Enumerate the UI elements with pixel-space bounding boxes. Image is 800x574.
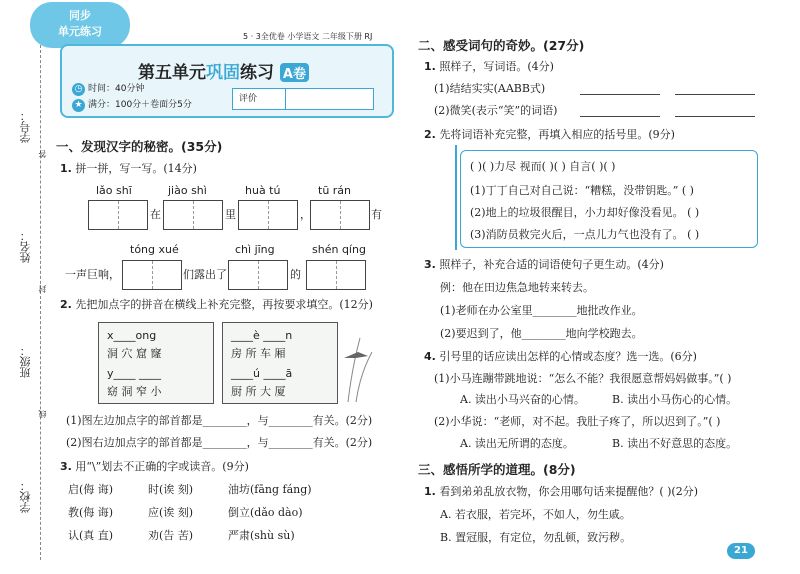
q2-sub2: (2)图右边加点字的部首都是________，与________有关。(2分): [66, 436, 373, 449]
r-q5-text: 看到弟弟乱放衣物，你会用哪句话来提醒他？( )(2分): [439, 485, 699, 498]
scroll-left-words1: 洞 穴 窟 窿: [107, 347, 162, 360]
r-q4-prompt: 4. 引号里的话应读出怎样的心情或态度？选一选。(6分): [424, 350, 697, 363]
q3-r1c3: 油坊(fāng fáng): [228, 483, 312, 496]
write-grid-chijing[interactable]: [228, 260, 288, 290]
section-1-heading: 一、发现汉字的秘密。(35分): [56, 139, 223, 154]
scroll-board-left: [98, 322, 214, 404]
cloud-line1: 同步: [69, 9, 91, 22]
r-q4-2: (2)小华说：“老师，对不起。我肚子疼了，所以迟到了。”( ): [434, 415, 721, 428]
scroll-left-pinyin1: x____ong: [107, 329, 157, 342]
r-q1-text: 照样子，写词语。(4分): [439, 60, 554, 73]
pinyin-huatu: huà tú: [245, 184, 281, 197]
q3-r2c2: 应(诶 刻): [148, 506, 194, 519]
r-q3-a: (1)老师在办公室里________地批改作业。: [440, 304, 643, 317]
idiom-sentence-3: (3)消防员救完火后，一点儿力气也没有了。 ( ): [470, 228, 700, 241]
scroll-right-words1: 房 所 车 厢: [231, 347, 286, 360]
r-q3-b: (2)要迟到了，他________地向学校跑去。: [440, 327, 643, 340]
row1-word-li: 里: [225, 208, 236, 221]
q3-r3c3: 严肃(shù sù): [228, 529, 295, 542]
r-q3-example: 例：他在田边焦急地转来转去。: [440, 281, 594, 294]
scroll-board-right: [222, 322, 338, 404]
scroll-left-words2: 窈 洞 窄 小: [107, 385, 162, 398]
row2-de: 的: [290, 268, 301, 281]
name-label: 姓名：: [19, 230, 32, 263]
seal-mark-da: 答: [38, 150, 47, 158]
time-info: [72, 82, 144, 96]
pinyin-turan: tū rán: [318, 184, 352, 197]
title-highlight: 巩固: [206, 63, 240, 83]
q2-prompt: 2. 先把加点字的拼音在横线上补充完整，再按要求填空。(12分): [60, 298, 373, 311]
row1-comma: ，: [300, 208, 311, 221]
q3-text: 用“\”划去不正确的字或读音。(9分): [75, 460, 249, 473]
r-q1-b: (2)微笑(表示“笑”的词语): [434, 104, 558, 117]
binding-line: [40, 40, 41, 560]
pinyin-jiaoshi: jiào shì: [168, 184, 207, 197]
q3-prompt: 3. 用“\”划去不正确的字或读音。(9分): [60, 460, 249, 473]
answer-line-smile-2[interactable]: [675, 116, 755, 117]
r-q5-prompt: 1. 看到弟弟乱放衣物，你会用哪句话来提醒他？( )(2分): [424, 485, 699, 498]
write-grid-turan[interactable]: [310, 200, 370, 230]
r-q4-2-optB[interactable]: B. 读出不好意思的态度。: [612, 437, 738, 450]
r-q5-optA[interactable]: A. 若衣服，若完坏，不如人，勿生戚。: [440, 508, 631, 521]
q3-r1c2: 时(诶 刻): [148, 483, 194, 496]
version-badge: A卷: [280, 63, 309, 82]
q2-text: 先把加点字的拼音在横线上补充完整，再按要求填空。(12分): [75, 298, 373, 311]
book-info: 5 · 3全优卷 小学语文 二年级下册 RJ: [243, 32, 373, 41]
title-part1: 第五单元: [138, 63, 206, 83]
idiom-sentence-2: (2)地上的垃圾很醒目，小力却好像没看见。 ( ): [470, 206, 700, 219]
answer-line-aabb-1[interactable]: [580, 94, 660, 95]
section-2-heading: 二、感受词句的奇妙。(27分): [418, 38, 585, 53]
r-q1-a: (1)结结实实(AABB式): [434, 82, 546, 95]
q3-r2c1: 教(侮 诲): [68, 506, 114, 519]
school-label: 学校：: [19, 480, 32, 513]
write-grid-laoshi[interactable]: [88, 200, 148, 230]
student-number-label: 学号：: [19, 110, 32, 143]
r-q4-1: (1)小马连蹦带跳地说：“怎么不能？我很愿意帮妈妈做事。”( ): [434, 372, 732, 385]
r-q3-prompt: 3. 照样子，补充合适的词语使句子更生动。(4分): [424, 258, 664, 271]
section-3-heading: 三、感悟所学的道理。(8分): [418, 462, 576, 477]
answer-line-aabb-2[interactable]: [675, 94, 755, 95]
time-text: 时间：40分钟: [88, 84, 145, 94]
write-grid-jiaoshi[interactable]: [163, 200, 223, 230]
idiom-sentence-1: (1)丁丁自己对自己说：“糟糕，没带钥匙。” ( ): [470, 184, 694, 197]
scroll-right-pinyin1-text: ____è ____n: [231, 329, 293, 342]
cloud-line2: 单元练习: [58, 25, 102, 38]
seal-mark-feng: 封: [38, 285, 47, 293]
pinyin-chijing: chì jīng: [235, 243, 275, 256]
score-info: [72, 98, 192, 112]
r-q4-1-optA[interactable]: A. 读出小马兴奋的心情。: [460, 393, 585, 406]
pinyin-tongxue: tóng xué: [130, 243, 179, 256]
r-q5-optB[interactable]: B. 置冠服，有定位，勿乱顿，致污秽。: [440, 531, 632, 544]
evaluation-box[interactable]: [232, 88, 374, 110]
r-q2-text: 先将词语补充完整，再填入相应的括号里。(9分): [439, 128, 675, 141]
idiom-blanks[interactable]: ( )( )力尽 视而( )( ) 自言( )( ): [470, 160, 616, 173]
pinyin-shenqing: shén qíng: [312, 243, 366, 256]
write-grid-huatu[interactable]: [238, 200, 298, 230]
page-number: 21: [727, 543, 755, 559]
q2-sub1: (1)图左边加点字的部首都是________，与________有关。(2分): [66, 414, 373, 427]
q3-r1c1: 启(侮 诲): [68, 483, 114, 496]
write-grid-tongxue[interactable]: [122, 260, 182, 290]
page-title: [138, 58, 309, 83]
row2-prefix: 一声巨响，: [65, 268, 120, 281]
write-grid-shenqing[interactable]: [306, 260, 366, 290]
scroll-right-words2: 厨 所 大 厦: [231, 385, 286, 398]
row1-word-zai: 在: [150, 208, 161, 221]
r-q4-text: 引号里的话应读出怎样的心情或态度？选一选。(6分): [439, 350, 697, 363]
score-text: 满分：100分＋卷面分5分: [88, 100, 192, 110]
row1-word-you: 有: [371, 208, 382, 221]
pinyin-laoshi: lǎo shī: [96, 184, 132, 197]
star-icon: ★: [72, 99, 85, 112]
r-q2-prompt: 2. 先将词语补充完整，再填入相应的括号里。(9分): [424, 128, 675, 141]
r-q1-prompt: 1. 照样子，写词语。(4分): [424, 60, 554, 73]
seal-mark-xian: 线: [38, 410, 47, 418]
r-q3-text: 照样子，补充合适的词语使句子更生动。(4分): [439, 258, 664, 271]
clock-icon: ◷: [72, 83, 85, 96]
class-label: 班级：: [19, 345, 32, 378]
scroll-left-pinyin2: y____ ____: [107, 367, 162, 380]
q1-prompt: 1. 拼一拼，写一写。(14分): [60, 162, 197, 175]
r-q4-1-optB[interactable]: B. 读出小马伤心的心情。: [612, 393, 738, 406]
title-part2: 练习: [240, 63, 274, 83]
reed-bird-illustration: [338, 328, 388, 404]
q3-r3c2: 劝(告 苦): [148, 529, 194, 542]
r-q4-2-optA[interactable]: A. 读出无所谓的态度。: [460, 437, 574, 450]
scroll-right-pinyin2: ____ú ____ā: [231, 367, 293, 380]
q3-r2c3: 倒立(dǎo dào): [228, 506, 303, 519]
q3-r3c1: 认(真 直): [68, 529, 114, 542]
q1-text: 拼一拼，写一写。(14分): [75, 162, 197, 175]
answer-line-smile-1[interactable]: [580, 116, 660, 117]
flag-pole: [455, 145, 457, 250]
evaluation-label: 评价: [239, 94, 258, 104]
row2-middle: 们露出了: [183, 268, 227, 281]
sync-practice-cloud: [30, 2, 130, 48]
